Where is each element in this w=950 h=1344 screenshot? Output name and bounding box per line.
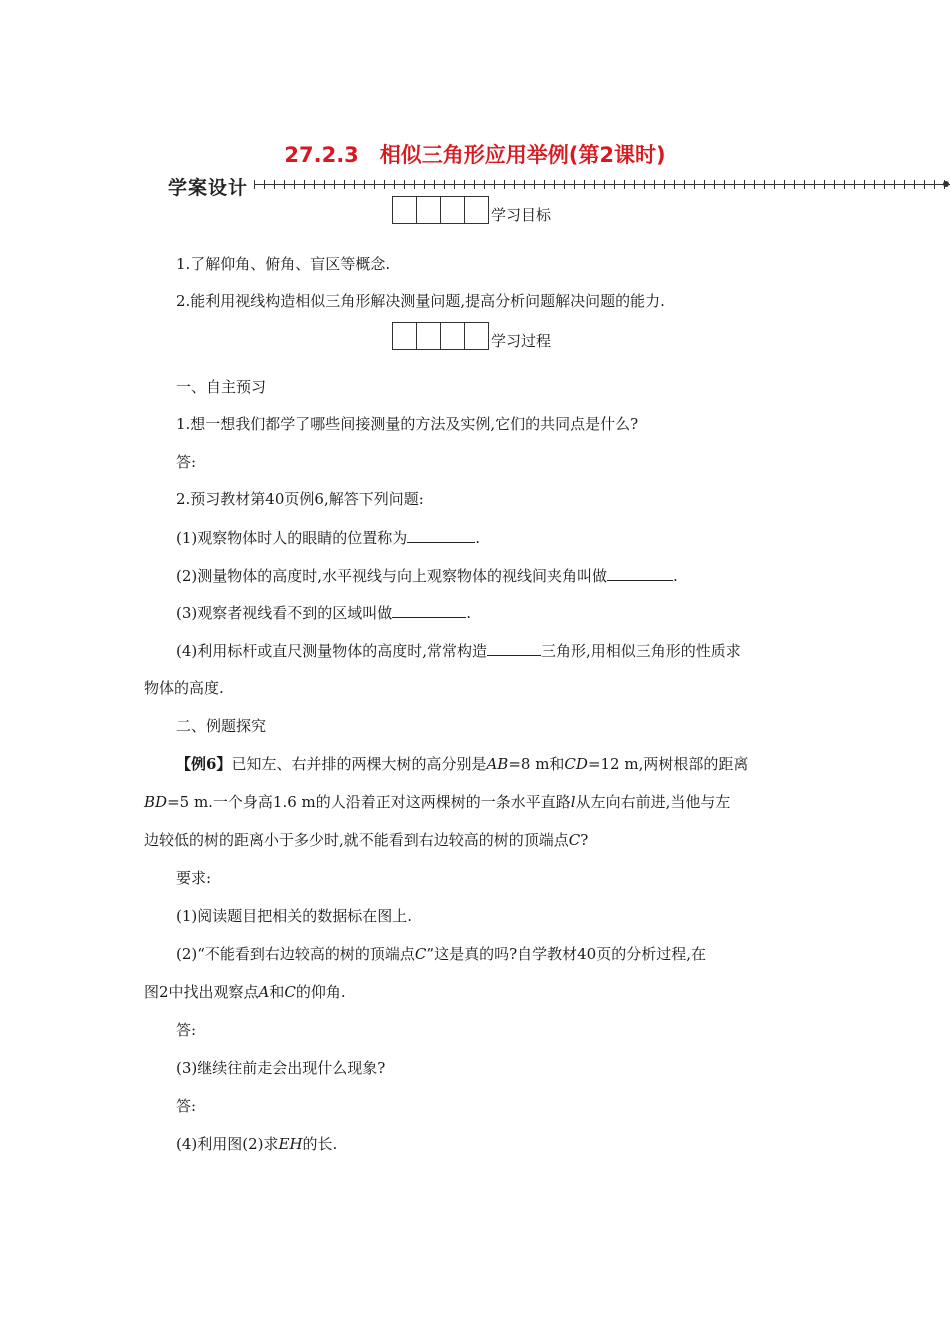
page-title: 27.2.3 相似三角形应用举例(第2课时) — [284, 143, 666, 167]
example-line-1: 【例6】已知左、右并排的两棵大树的高分别是AB=8 m和CD=12 m,两树根部的距离 — [176, 755, 749, 773]
requirement-1: (1)阅读题目把相关的数据标在图上. — [176, 907, 413, 925]
banner-end-dot — [943, 181, 949, 187]
goal-item-2: 2.能利用视线构造相似三角形解决测量问题,提高分析问题解决问题的能力. — [176, 292, 665, 310]
part2-heading: 二、例题探究 — [176, 717, 267, 735]
answer-label: 答: — [176, 453, 197, 471]
sub-question-4: (4)利用标杆或直尺测量物体的高度时,常常构造 三角形,用相似三角形的性质求 — [176, 642, 741, 660]
heading-boxes — [392, 322, 489, 350]
fill-blank[interactable] — [407, 527, 475, 543]
sub-question-4-cont: 物体的高度. — [144, 679, 224, 697]
example-line-2: BD=5 m.一个身高1.6 m的人沿着正对这两棵树的一条水平直路l从左向右前进,当他与左 — [144, 793, 731, 811]
sub-question-1: (1)观察物体时人的眼睛的位置称为 . — [176, 529, 481, 547]
goals-heading-text: 学习目标 — [491, 206, 552, 224]
sub-question-2: (2)测量物体的高度时,水平视线与向上观察物体的视线间夹角叫做 . — [176, 567, 678, 585]
fill-blank[interactable] — [487, 640, 541, 656]
answer-label: 答: — [176, 1097, 197, 1115]
sub-question-3: (3)观察者视线看不到的区域叫做 . — [176, 604, 472, 622]
part1-heading: 一、自主预习 — [176, 378, 267, 396]
example-tag: 【例6】 — [176, 755, 232, 773]
process-heading — [392, 324, 551, 350]
goals-heading — [392, 198, 551, 224]
example-line-3: 边较低的树的距离小于多少时,就不能看到右边较高的树的顶端点C? — [144, 831, 589, 849]
fill-blank[interactable] — [607, 565, 673, 581]
requirement-4: (4)利用图(2)求EH的长. — [176, 1135, 338, 1153]
section-banner — [144, 173, 950, 197]
banner-label: 学案设计 — [168, 177, 249, 199]
heading-boxes — [392, 196, 489, 224]
requirement-2-cont: 图2中找出观察点A和C的仰角. — [144, 983, 346, 1001]
banner-ticks — [254, 180, 950, 189]
fill-blank[interactable] — [392, 602, 466, 618]
requirement-2: (2)“不能看到右边较高的树的顶端点C”这是真的吗?自学教材40页的分析过程,在 — [176, 945, 706, 963]
question-1: 1.想一想我们都学了哪些间接测量的方法及实例,它们的共同点是什么? — [176, 415, 639, 433]
answer-label: 答: — [176, 1021, 197, 1039]
question-2: 2.预习教材第40页例6,解答下列问题: — [176, 490, 424, 508]
goal-item-1: 1.了解仰角、俯角、盲区等概念. — [176, 255, 391, 273]
requirements-label: 要求: — [176, 869, 212, 887]
process-heading-text: 学习过程 — [491, 332, 552, 350]
requirement-3: (3)继续往前走会出现什么现象? — [176, 1059, 386, 1077]
